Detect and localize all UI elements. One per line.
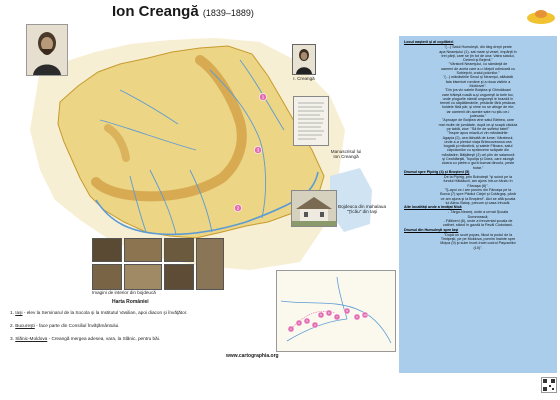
sidebar-text-line: catihet, stând în gazdă la Pavăl Ciubotarul. (442, 223, 514, 228)
interior-photo (124, 264, 162, 290)
inset-marker-label: 8 (346, 309, 348, 313)
portrait-photo (292, 44, 316, 75)
sidebar-text-line: Domnească; (467, 214, 489, 219)
sidebar-text-line: apa Neamţului (1), sat mare şi vesel, împărţit în (439, 49, 517, 54)
title-years: (1839–1889) (202, 8, 254, 18)
sidebar-text-line: Borca (7) spre Pârâul Cârjei şi Cotârgaş, până (440, 192, 516, 197)
interior-photo (92, 264, 122, 290)
sidebar-text-line: "(...) mănăstirile Secul şi Neamţul, altădată (443, 75, 513, 80)
sidebar-text-line: - Târgu-Neamţ, unde a urmat Şcoala (448, 210, 508, 215)
sidebar-text-line: Agapia (2), cea tăinuită de lume; Văratecul, (442, 135, 514, 140)
manuscript-image (293, 96, 329, 146)
legend-item: 1. Iaşi - elev la Seminarul de la Socola şi la Institutul Vasilian, apoi diacon şi învăţător. (10, 310, 188, 315)
inset-map (276, 270, 396, 352)
legend-item: 2. Bucureşti - face parte din Consiliul Învăţământului. (10, 323, 120, 328)
qr-code-icon (541, 377, 557, 393)
sidebar-text-line: hotar." (472, 165, 484, 170)
sidebar-text-line: "Vârstorii Neamţului, cu sâmânţă de (448, 62, 508, 67)
house-caption: Bojdeuca din mahalaua "Ţicău" din Iaşi (338, 204, 387, 215)
inset-marker-label: 1 (290, 327, 292, 331)
inset-marker-label: 5 (320, 313, 322, 317)
inset-marker-label: 9 (356, 315, 358, 319)
sidebar-text-line: Moldovei". (469, 83, 487, 88)
sidebar-text-line: Fărcaşa (6)". (467, 183, 489, 188)
interior-photo (196, 238, 224, 290)
house-photo (291, 190, 337, 227)
portrait-caption: I. Creangă (293, 76, 315, 81)
sidebar-text-line: şi Ceahlăeştii, Topoliţa şi Ocea, care alungă (442, 157, 514, 161)
sidebar-text-line: mai multe de jumătate, după ce-şi scapă căciula (438, 122, 518, 127)
interior-caption: Imagini de interior din bojdeucă (92, 290, 156, 295)
footer-url: www.cartographia.org (226, 353, 279, 359)
sidebar-text-line: "Înspre apus miază-zi vin mănăstirile: (447, 131, 509, 136)
sidebar-text-line: unde plugurile nămăi ungureşti le brazdă în (442, 96, 514, 101)
sidebar-heading: Locul naşterii şi al copilăriei (404, 40, 454, 44)
map-marker (259, 93, 266, 100)
sidebar-text-line: "După un scurt popas, făcut la podul de la (443, 232, 513, 237)
sidebar-text-line: temeii cu săpătămânile, prisăcile fără prisăcar, (440, 101, 516, 106)
sidebar-text-line: oameni de acela care a-u hărţuit odinioară cu (440, 66, 515, 71)
svg-text:2: 2 (236, 205, 240, 211)
title-name: Ion Creangă (112, 3, 199, 20)
sidebar-text-line: "Aproape de Boiştea vine satul Blebea, care (441, 118, 515, 123)
sidebar-text-line: ce am ajuns şi la Broşteni". Aici se află şcoala (440, 196, 516, 201)
sidebar-text-line: căpcăunilor cu sprâncene scăpate din (447, 148, 509, 153)
sidebar-text-line: cioara cu pietre-n gură tocmai dincolo, peste (441, 161, 515, 166)
inset-marker-label: 4 (314, 323, 316, 327)
sidebar-text-line: bogată şi milostivă, şi satele Filioara, satul (443, 144, 513, 149)
sidebar-text-line: fala bisericei române şi a doua vistirie a (445, 79, 511, 84)
sidebar-text-line: iar oamenii din aceste sate nu ştiu ce-i (446, 109, 510, 114)
inset-marker-label: 6 (328, 311, 330, 315)
manuscript-caption: Manuscrisul lui Ion Creangă (330, 149, 362, 160)
sidebar-text-line: pe tablă, zice: "Să fie de sufletul tatei!" (446, 126, 510, 131)
sidebar-text-line: Delenii şi Bejenii." (463, 58, 493, 63)
house-icon (292, 191, 336, 226)
legend-item: 3. Slănic-Moldova - Creangă mergea adesea, vara, la Slănic, pentru băi. (10, 336, 161, 341)
manuscript-icon (294, 97, 328, 145)
portrait-illustration-icon (27, 25, 67, 75)
sidebar-heading: Drumul din Humuleşti spre Iaşi (404, 227, 459, 232)
publisher-logo-icon (526, 7, 556, 25)
sidebar-heading: Alte localităţi unde a învăţat Nică (404, 205, 462, 210)
interior-photo (92, 238, 122, 262)
sidebar-text-line: Moţca (9) şi suim încet-încet codrul Paşcanilor (440, 241, 516, 246)
sidebar-text-line: care trăieşă roadă a-şi ungureşti la turle toc, (442, 92, 514, 97)
sidebar-text-line: "(...) Satul Humuleşti, din târg drept peste (444, 45, 512, 50)
interior-photo (124, 238, 162, 262)
sidebar-text-panel (399, 36, 557, 373)
sidebar-text-line: "Ş-apoi ce-i am purces din Fărcaşa pe la (444, 188, 512, 192)
svg-text:3: 3 (256, 147, 260, 153)
sidebar-heading: Drumul spre Pipirig (4) şi Broşteni (5) (404, 169, 470, 174)
sidebar-text-line: unde-s-a pierdut viaţa Brâncoveanca cea (444, 139, 512, 144)
sidebar-text-line: "Din jos vin satele Boiştea şi Ghindăoani (444, 88, 512, 93)
map-marker (254, 146, 261, 153)
sidebar-text-line: trei părţi, care se ţin tot de una: Vatra satului, (441, 53, 515, 58)
sidebar-text-line: De la Pipirig, prin Boboieşti "şi suind pe la (443, 175, 513, 180)
sidebar-text-line: mănăstire; Bălţăteşti (3) cel plin de salamură (441, 152, 515, 157)
legend-title: Harta României (112, 299, 149, 305)
portrait-icon (293, 45, 315, 74)
sidebar-text-line: (10)". (473, 245, 483, 250)
sidebar-text-line: judecata." (469, 114, 487, 118)
sidebar-text-line: holdele fără păr, şi nime nu se atinge de ele; (441, 105, 515, 110)
interior-photo (164, 238, 194, 262)
inset-marker-label: 7 (336, 315, 338, 319)
inset-marker-label: 3 (306, 319, 308, 323)
interior-photo (164, 264, 194, 290)
creanga-photo (26, 24, 68, 76)
sidebar-text-line: fundul Hăldăucii, am ajuns într-un târziu în (443, 179, 513, 184)
svg-text:1: 1 (261, 94, 265, 100)
sidebar-text-line: - Fălticeni (8), unde a frecventat şcoala de (443, 219, 513, 223)
inset-marker-label: 2 (298, 321, 300, 325)
sidebar-text-line: Timişeşti, pe pe Moldova, pornim înainte spre (440, 237, 516, 242)
sidebar-text-line: lui Alecu Baloş, precum şi casa Irinucăi. (445, 200, 511, 205)
sidebar-text-line: Sobieţchi, craiul polonilor." (456, 71, 500, 75)
inset-map-drawing (277, 271, 395, 351)
inset-marker-label: 10 (363, 313, 367, 317)
map-marker (234, 204, 241, 211)
page-title (112, 3, 254, 20)
